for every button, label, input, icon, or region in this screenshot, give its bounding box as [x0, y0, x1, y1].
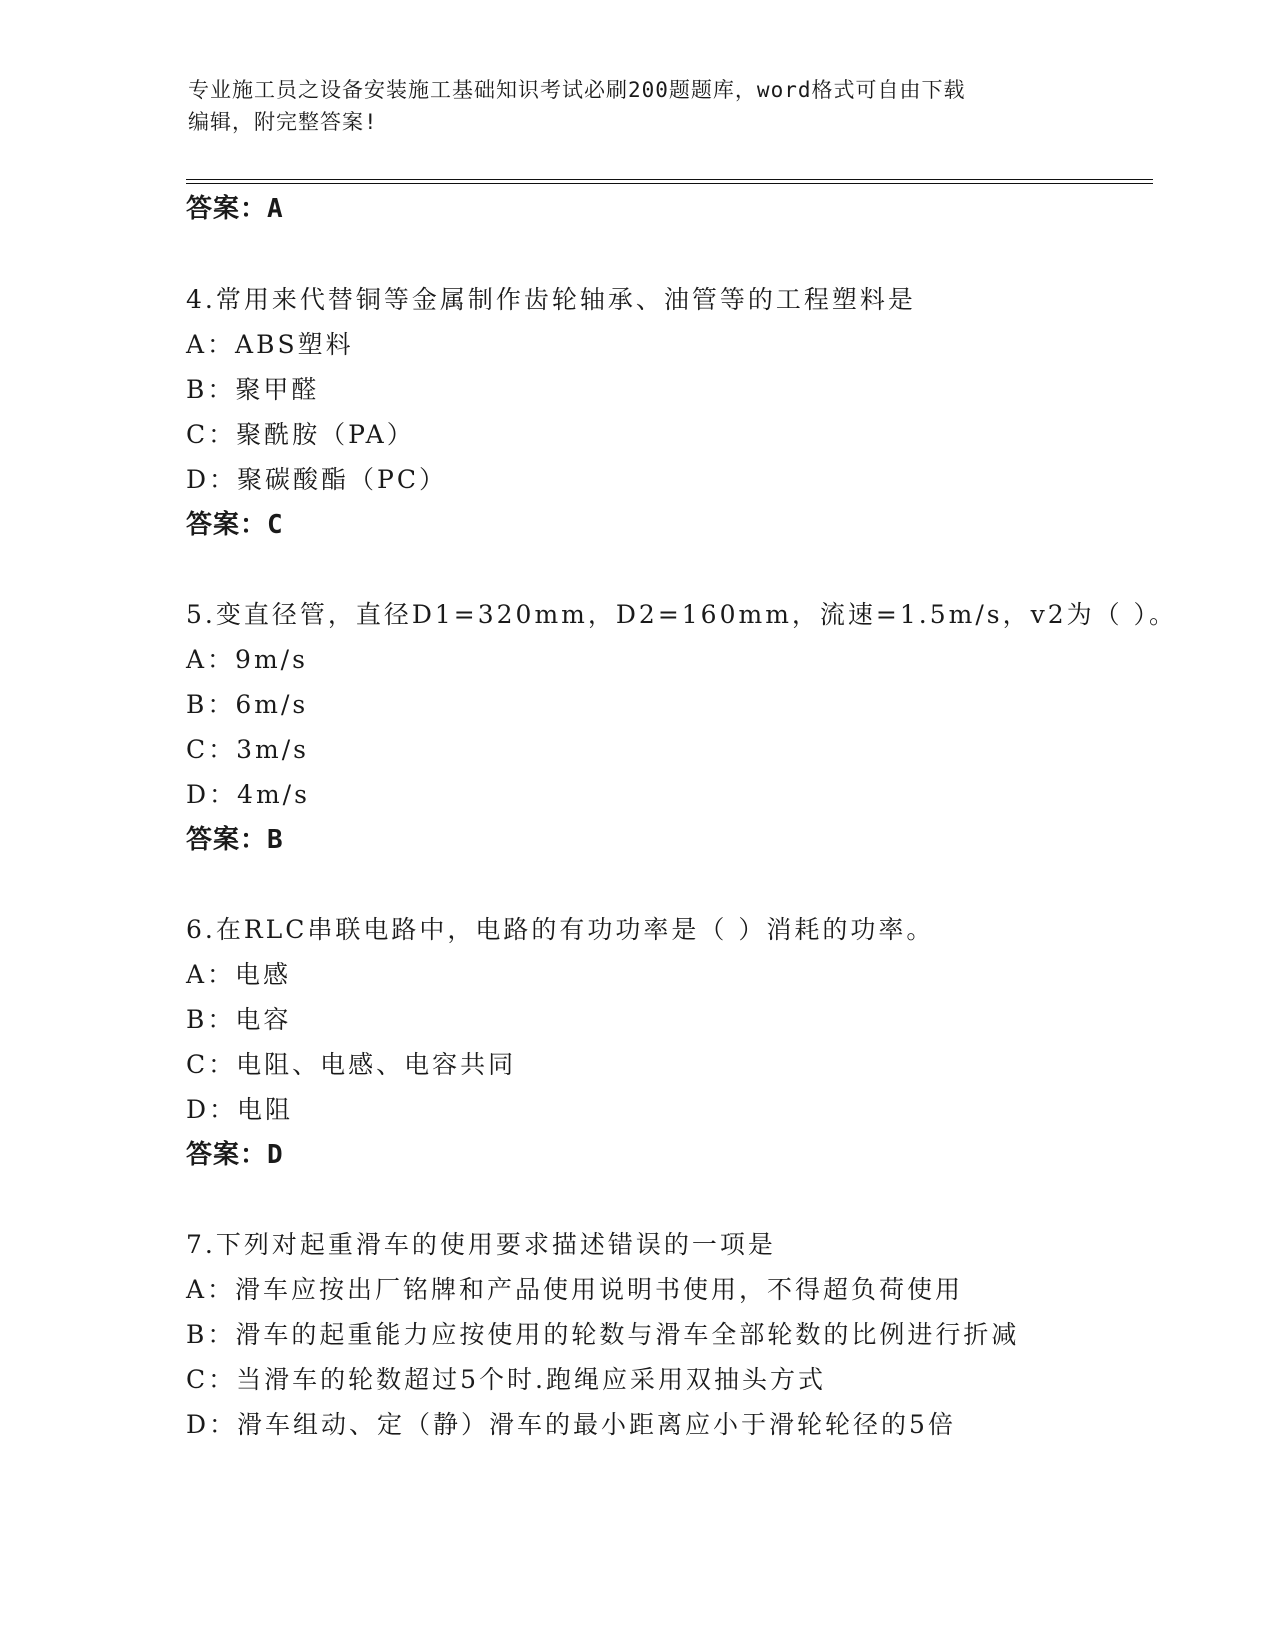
header-line-2: 编辑，附完整答案!	[188, 110, 378, 134]
question-5-option-d: D：4m/s	[186, 780, 310, 809]
question-5-stem: 5.变直径管，直径D1=320mm，D2=160mm，流速=1.5m/s，v2为（ ）。	[186, 600, 1178, 629]
question-7-stem: 7.下列对起重滑车的使用要求描述错误的一项是	[186, 1230, 776, 1259]
question-6-option-d: D：电阻	[186, 1095, 294, 1124]
header-divider-top	[186, 179, 1153, 180]
question-7-option-a: A：滑车应按出厂铭牌和产品使用说明书使用，不得超负荷使用	[186, 1275, 964, 1304]
question-6-stem: 6.在RLC串联电路中，电路的有功功率是（ ）消耗的功率。	[186, 915, 935, 944]
answer-q3: 答案：A	[186, 194, 284, 224]
question-4-option-c: C：聚酰胺（PA）	[186, 420, 415, 449]
question-6-option-b: B：电容	[186, 1005, 292, 1034]
answer-q6: 答案：D	[186, 1140, 284, 1170]
header-line-1: 专业施工员之设备安装施工基础知识考试必刷200题题库，word格式可自由下载	[188, 78, 966, 102]
question-4-option-a: A：ABS塑料	[186, 330, 354, 359]
question-5-option-a: A：9m/s	[186, 645, 308, 674]
question-7-option-b: B：滑车的起重能力应按使用的轮数与滑车全部轮数的比例进行折减	[186, 1320, 1020, 1349]
question-4-option-d: D：聚碳酸酯（PC）	[186, 465, 447, 494]
document-header	[188, 74, 1088, 138]
question-7-option-d: D：滑车组动、定（静）滑车的最小距离应小于滑轮轮径的5倍	[186, 1410, 956, 1439]
answer-q5: 答案：B	[186, 825, 284, 855]
question-5-option-c: C：3m/s	[186, 735, 309, 764]
question-4-option-b: B：聚甲醛	[186, 375, 320, 404]
question-5-option-b: B：6m/s	[186, 690, 309, 719]
answer-q4: 答案：C	[186, 510, 284, 540]
header-divider-bottom	[186, 183, 1153, 184]
question-4-stem: 4.常用来代替铜等金属制作齿轮轴承、油管等的工程塑料是	[186, 285, 916, 314]
question-6-option-a: A：电感	[186, 960, 292, 989]
question-6-option-c: C：电阻、电感、电容共同	[186, 1050, 517, 1079]
question-7-option-c: C：当滑车的轮数超过5个时.跑绳应采用双抽头方式	[186, 1365, 826, 1394]
